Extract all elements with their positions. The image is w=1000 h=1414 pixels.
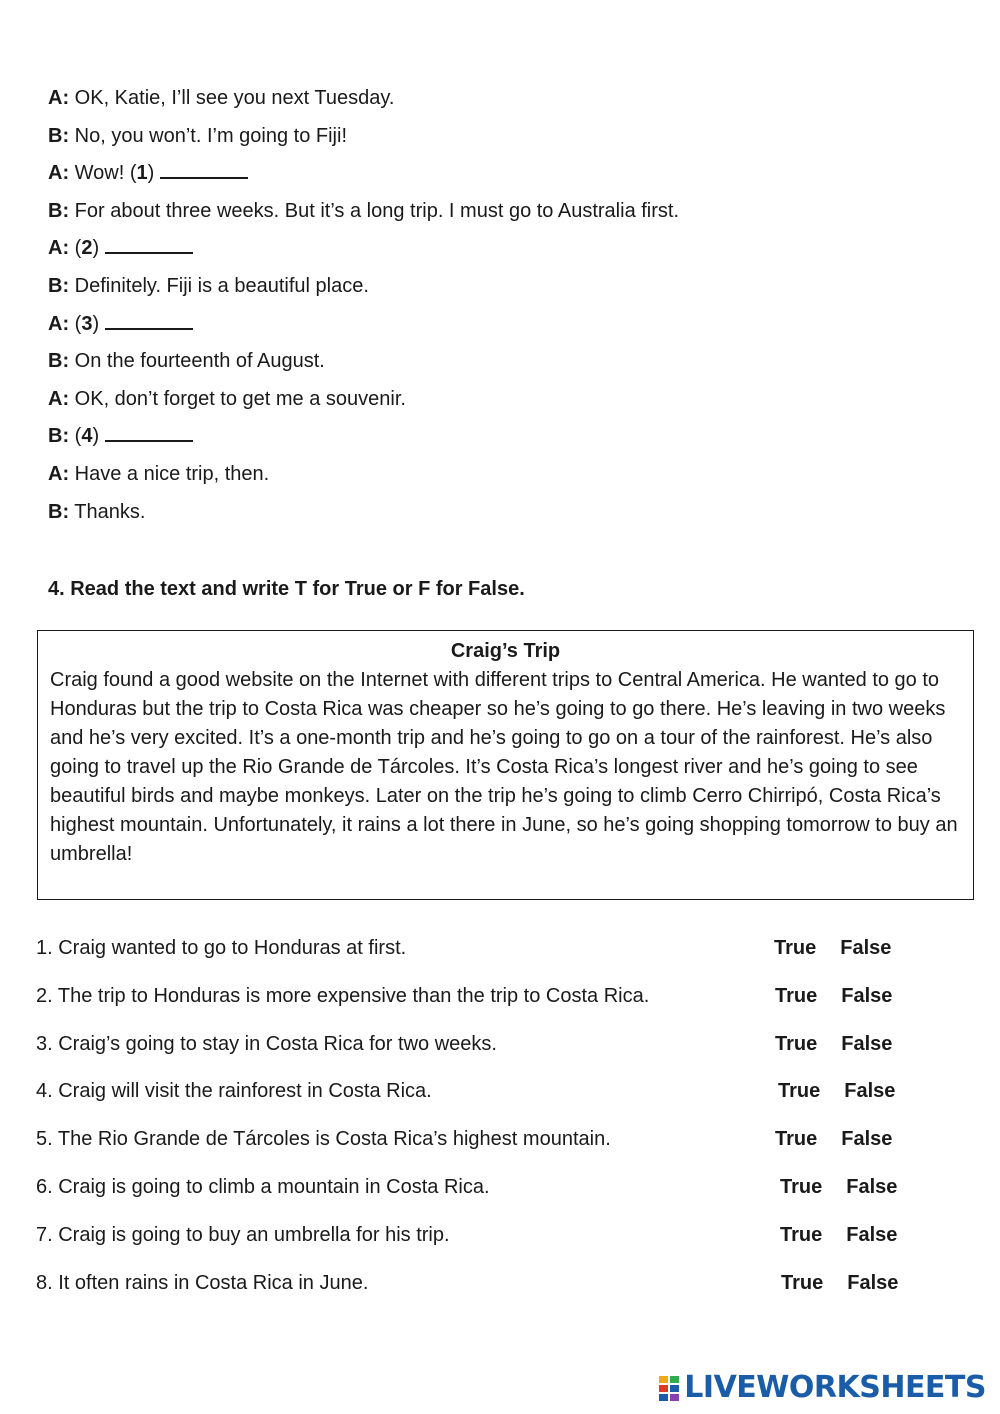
dialogue-line: [48, 460, 948, 498]
speaker-label: B:: [48, 350, 70, 373]
false-option[interactable]: False: [841, 984, 893, 1007]
dialogue-line: [48, 234, 948, 272]
gap-number: 1: [136, 162, 148, 185]
question-row: [36, 1167, 936, 1215]
question-text: 3. Craig’s going to stay in Costa Rica for two weeks.: [36, 1032, 497, 1055]
true-false-questions: [36, 928, 936, 1310]
gap-paren: ): [147, 162, 155, 185]
true-option[interactable]: True: [775, 1032, 818, 1055]
false-option[interactable]: False: [841, 1032, 893, 1055]
false-option[interactable]: False: [846, 1175, 898, 1198]
true-option[interactable]: True: [775, 1128, 818, 1151]
dialogue-line: [48, 422, 948, 460]
false-option[interactable]: False: [847, 1271, 899, 1294]
question-text: 1. Craig wanted to go to Honduras at first.: [36, 937, 407, 959]
gap-paren: ): [92, 312, 100, 335]
true-option[interactable]: True: [774, 937, 817, 959]
dialogue-text: Have a nice trip, then.: [69, 462, 270, 485]
question-row: [36, 1024, 936, 1072]
gap-number: 2: [81, 237, 93, 260]
answer-blank-1[interactable]: [160, 163, 248, 179]
gap-number: 4: [81, 425, 93, 448]
dialogue-text: (: [69, 312, 82, 335]
dialogue-text: OK, don’t forget to get me a souvenir.: [69, 387, 406, 410]
question-text: 7. Craig is going to buy an umbrella for his trip.: [36, 1223, 450, 1246]
speaker-label: A:: [48, 312, 70, 335]
question-text: 4. Craig will visit the rainforest in Costa Rica.: [36, 1080, 432, 1103]
speaker-label: B:: [48, 425, 70, 448]
reading-title: Craig’s Trip: [450, 640, 561, 662]
true-false-options: [780, 1215, 897, 1255]
question-row: [36, 928, 936, 976]
dialogue-line: [48, 347, 948, 385]
speaker-label: A:: [48, 87, 70, 109]
true-option[interactable]: True: [781, 1271, 824, 1294]
true-option[interactable]: True: [780, 1175, 823, 1198]
true-false-options: [781, 1263, 898, 1303]
false-option[interactable]: False: [844, 1080, 896, 1103]
dialogue-line: [48, 385, 948, 423]
question-row: [36, 1071, 936, 1119]
true-false-options: [780, 1167, 897, 1207]
false-option[interactable]: False: [841, 1128, 893, 1151]
speaker-label: A:: [48, 237, 70, 260]
true-option[interactable]: True: [778, 1080, 821, 1103]
dialogue-text: For about three weeks. But it’s a long trip. I must go to Australia first.: [69, 199, 680, 222]
speaker-label: B:: [48, 500, 70, 523]
liveworksheets-logo: [658, 1370, 986, 1405]
true-false-options: [774, 928, 891, 968]
speaker-label: B:: [48, 274, 70, 297]
dialogue-text: (: [69, 237, 82, 260]
liveworksheets-logo-icon: [658, 1374, 680, 1402]
gap-paren: ): [92, 237, 100, 260]
true-option[interactable]: True: [775, 984, 818, 1007]
reading-text-box: [37, 630, 974, 900]
true-option[interactable]: True: [780, 1223, 823, 1246]
question-row: [36, 1215, 936, 1263]
true-false-options: [778, 1071, 895, 1111]
dialogue-line: [48, 498, 948, 536]
question-row: [36, 1263, 936, 1311]
true-false-options: [775, 976, 892, 1016]
dialogue: [48, 84, 948, 535]
exercise-heading: 4. Read the text and write T for True or F for False.: [48, 578, 525, 600]
question-text: 8. It often rains in Costa Rica in June.: [36, 1271, 369, 1294]
dialogue-line: [48, 84, 948, 122]
dialogue-line: [48, 310, 948, 348]
dialogue-text: OK, Katie, I’ll see you next Tuesday.: [69, 87, 395, 109]
liveworksheets-logo-text: LIVEWORKSHEETS: [684, 1370, 986, 1405]
speaker-label: A:: [48, 462, 70, 485]
question-row: [36, 1119, 936, 1167]
answer-blank-2[interactable]: [105, 238, 193, 254]
speaker-label: B:: [48, 199, 70, 222]
dialogue-line: [48, 197, 948, 235]
question-row: [36, 976, 936, 1024]
gap-paren: ): [92, 425, 100, 448]
answer-blank-4[interactable]: [105, 426, 193, 442]
dialogue-text: (: [69, 425, 82, 448]
dialogue-text: On the fourteenth of August.: [69, 350, 325, 373]
false-option[interactable]: False: [840, 937, 892, 959]
question-text: 5. The Rio Grande de Tárcoles is Costa Rica’s highest mountain.: [36, 1128, 611, 1151]
true-false-options: [775, 1119, 892, 1159]
speaker-label: A:: [48, 387, 70, 410]
answer-blank-3[interactable]: [105, 314, 193, 330]
dialogue-line: [48, 159, 948, 197]
false-option[interactable]: False: [846, 1223, 898, 1246]
speaker-label: A:: [48, 162, 70, 185]
question-text: 6. Craig is going to climb a mountain in Costa Rica.: [36, 1175, 490, 1198]
speaker-label: B:: [48, 124, 70, 147]
dialogue-line: [48, 272, 948, 310]
gap-number: 3: [81, 312, 93, 335]
dialogue-text: Wow! (: [69, 162, 137, 185]
question-text: 2. The trip to Honduras is more expensive than the trip to Costa Rica.: [36, 984, 650, 1007]
dialogue-text: No, you won’t. I’m going to Fiji!: [69, 124, 347, 147]
dialogue-line: [48, 122, 948, 160]
dialogue-text: Thanks.: [69, 500, 146, 523]
reading-text: Craig found a good website on the Internet with different trips to Central America. He wanted to go to Honduras but the trip to Costa Rica was cheaper so he’s going to go there. He’s leaving in two weeks and he’s very excited. It’s a one-month trip and he’s going to go on a tour of the rainforest. He’s also going to travel up the Rio Grande de Tárcoles. It’s Costa Rica’s longest river and he’s going to see beautiful birds and maybe monkeys. Later on the trip he’s going to climb Cerro Chirripó, Costa Rica’s highest mountain. Unfortunately, it rains a lot there in June, so he’s going shopping tomorrow to buy an umbrella!: [50, 669, 958, 865]
true-false-options: [775, 1024, 892, 1064]
dialogue-text: Definitely. Fiji is a beautiful place.: [69, 274, 369, 297]
